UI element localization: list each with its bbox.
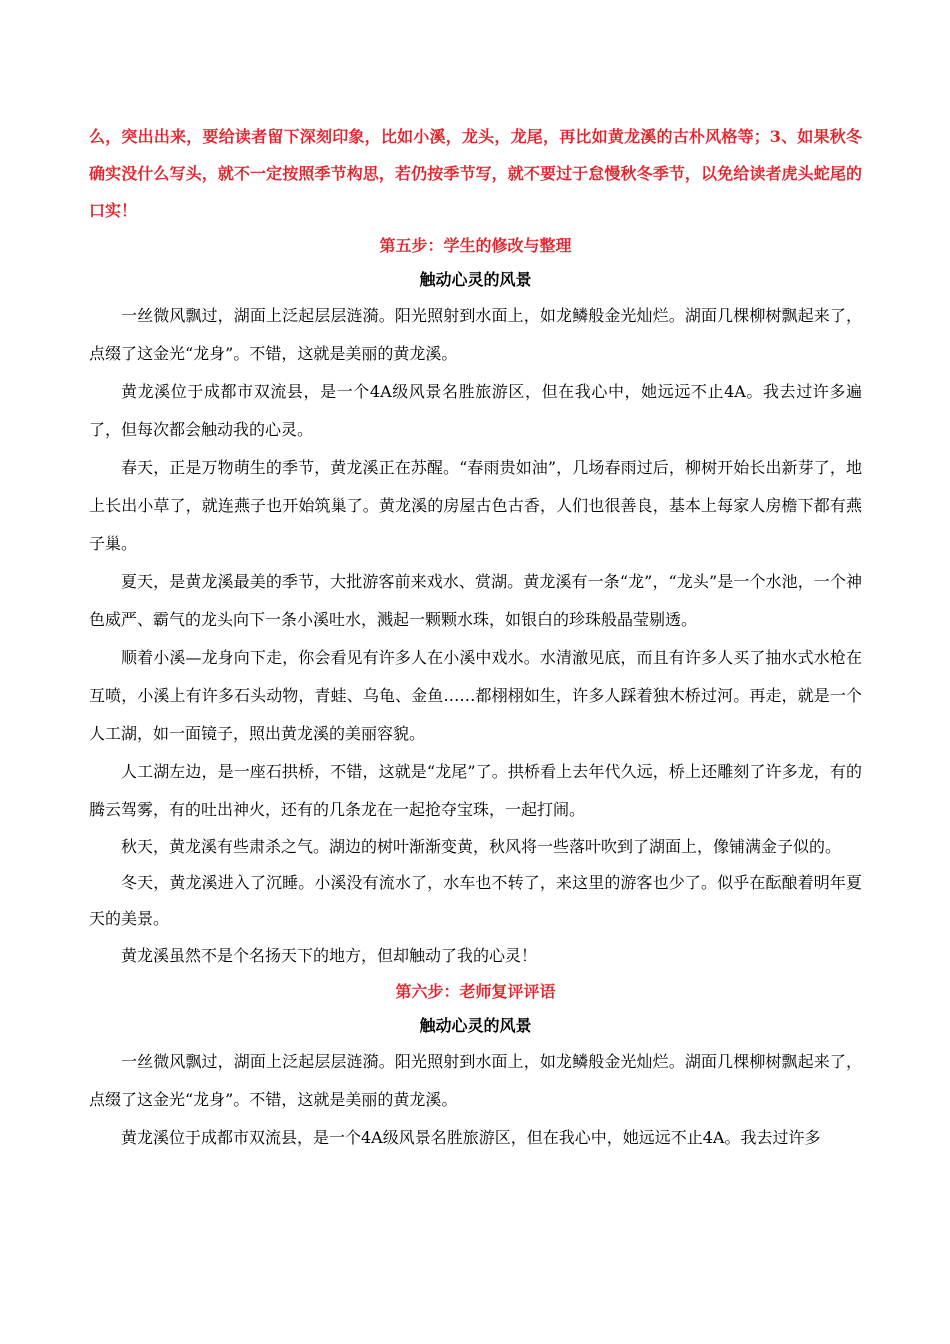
student-essay-body bbox=[89, 297, 862, 975]
step-six-heading: 第六步：老师复评评语 bbox=[395, 982, 556, 1001]
document-page bbox=[89, 118, 862, 1157]
essay-paragraph: 一丝微风飘过，湖面上泛起层层涟漪。阳光照射到水面上，如龙鳞般金光灿烂。湖面几棵柳树飘起来了，点缀了这金光“龙身”。不错，这就是美丽的黄龙溪。 bbox=[89, 1052, 862, 1109]
essay-paragraph: 黄龙溪位于成都市双流县，是一个4A级风景名胜旅游区，但在我心中，她远远不止4A。我去过许多 bbox=[121, 1128, 821, 1147]
essay-paragraph: 夏天，是黄龙溪最美的季节，大批游客前来戏水、赏湖。黄龙溪有一条“龙”，“龙头”是一个水池，一个神色威严、霸气的龙头向下一条小溪吐水，溅起一颗颗水珠，如银白的珍珠般晶莹剔透。 bbox=[89, 572, 862, 629]
essay-paragraph: 顺着小溪—龙身向下走，你会看见有许多人在小溪中戏水。水清澈见底，而且有许多人买了抽水式水枪在互喷，小溪上有许多石头动物，青蛙、乌龟、金鱼……都栩栩如生，许多人踩着独木桥过河。再走，就是一个人工湖，如一面镜子，照出黄龙溪的美丽容貌。 bbox=[89, 648, 862, 743]
essay-paragraph: 冬天，黄龙溪进入了沉睡。小溪没有流水了，水车也不转了，来这里的游客也少了。似乎在酝酿着明年夏天的美景。 bbox=[89, 873, 862, 928]
essay-title-revised: 触动心灵的风景 bbox=[419, 1016, 532, 1035]
essay-paragraph: 黄龙溪虽然不是个名扬天下的地方，但却触动了我的心灵！ bbox=[121, 946, 538, 965]
essay-paragraph: 黄龙溪位于成都市双流县，是一个4A级风景名胜旅游区，但在我心中，她远远不止4A。我去过许多遍了，但每次都会触动我的心灵。 bbox=[89, 382, 862, 439]
essay-title: 触动心灵的风景 bbox=[419, 270, 532, 289]
essay-paragraph: 人工湖左边，是一座石拱桥，不错，这就是“龙尾”了。拱桥看上去年代久远，桥上还雕刻了许多龙，有的腾云驾雾，有的吐出神火，还有的几条龙在一起抢夺宝珠，一起打闹。 bbox=[89, 762, 862, 819]
essay-paragraph: 一丝微风飘过，湖面上泛起层层涟漪。阳光照射到水面上，如龙鳞般金光灿烂。湖面几棵柳树飘起来了，点缀了这金光“龙身”。不错，这就是美丽的黄龙溪。 bbox=[89, 306, 862, 363]
red-intro-text: 么，突出出来，要给读者留下深刻印象，比如小溪，龙头，龙尾，再比如黄龙溪的古朴风格等；3、如果秋冬确实没什么写头，就不一定按照季节构思，若仍按季节写，就不要过于怠慢秋冬季节，以免给读者虎头蛇尾的口实！ bbox=[89, 127, 862, 220]
red-intro-block bbox=[89, 118, 862, 229]
step-five-heading: 第五步：学生的修改与整理 bbox=[379, 236, 572, 255]
teacher-review-body bbox=[89, 1043, 862, 1157]
essay-paragraph: 春天，正是万物萌生的季节，黄龙溪正在苏醒。“春雨贵如油”，几场春雨过后，柳树开始长出新芽了，地上长出小草了，就连燕子也开始筑巢了。黄龙溪的房屋古色古香，人们也很善良，基本上每家人房檐下都有燕子巢。 bbox=[89, 458, 862, 553]
essay-paragraph: 秋天，黄龙溪有些肃杀之气。湖边的树叶渐渐变黄，秋风将一些落叶吹到了湖面上，像铺满金子似的。 bbox=[121, 837, 842, 856]
